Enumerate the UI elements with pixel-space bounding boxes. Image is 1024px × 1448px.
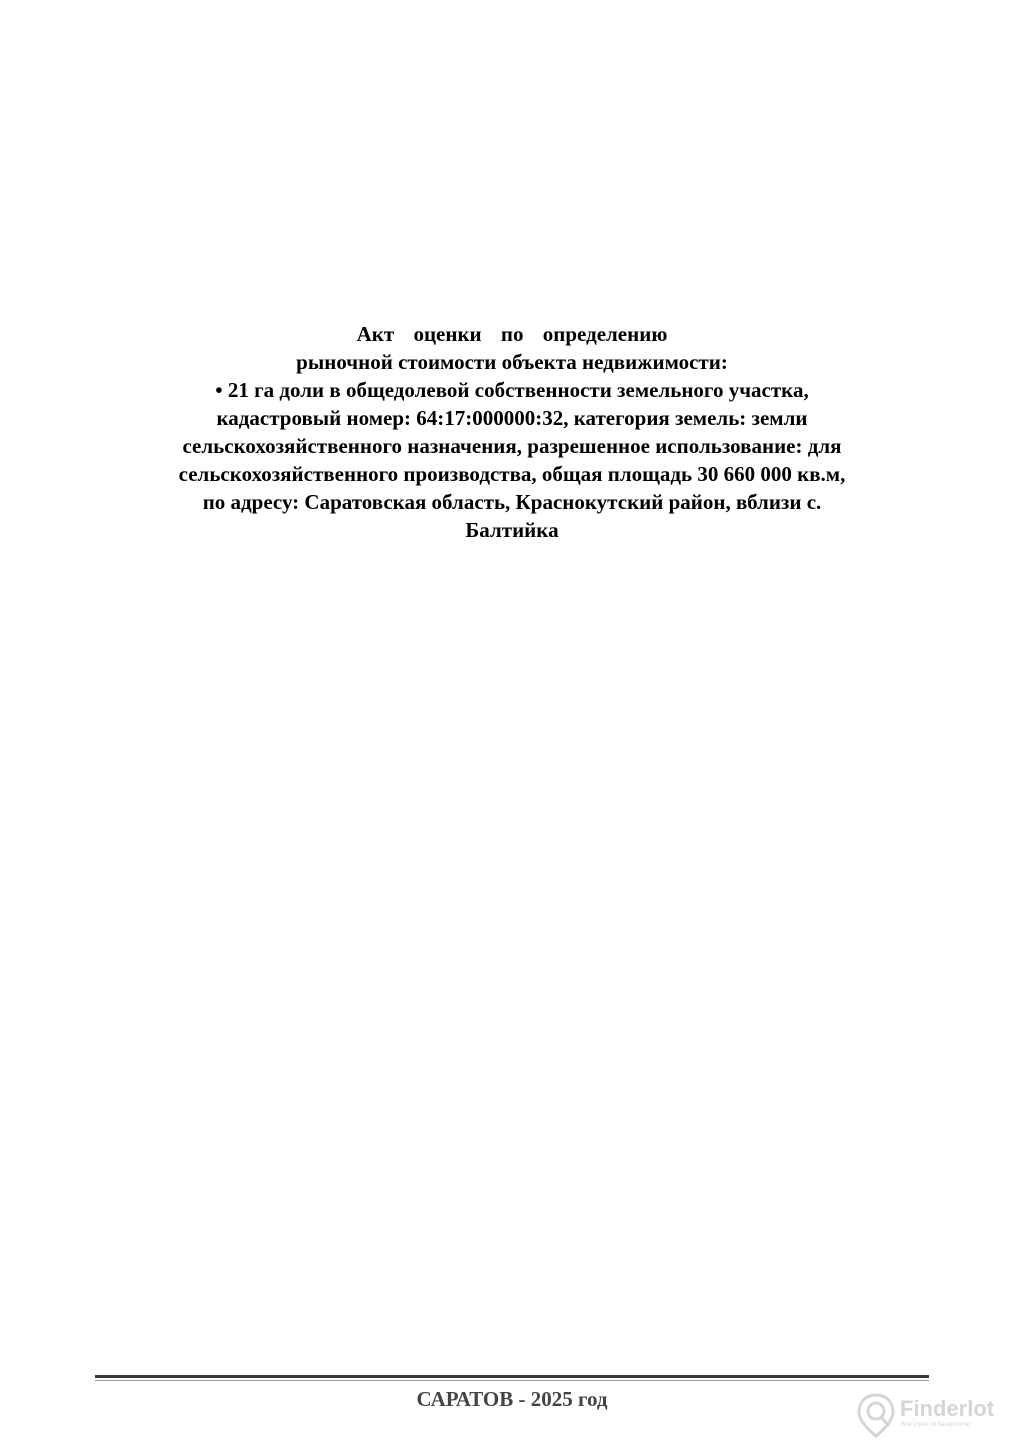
title-line-5: сельскохозяйственного назначения, разрешенное использование: для [182,434,842,458]
footer-divider-shadow [95,1380,929,1381]
title-line-3: • 21 га доли в общедолевой собственности земельного участка, [215,378,809,402]
finderlot-watermark [854,1390,1004,1440]
title-line-6: сельскохозяйственного производства, общая площадь 30 660 000 кв.м, [178,462,846,486]
title-line-7: по адресу: Саратовская область, Краснокутский район, вблизи с. [202,490,822,514]
title-line-8: Балтийка [465,518,559,542]
finderlot-logo-icon [854,1392,898,1438]
document-title [130,320,894,544]
title-line-2: рыночной стоимости объекта недвижимости: [296,350,728,374]
footer-divider [95,1375,929,1378]
footer-city-year: САРАТОВ - 2025 год [416,1387,608,1411]
watermark-tagline: Все торги по банкротству [901,1422,972,1428]
title-line-4: кадастровый номер: 64:17:000000:32, категория земель: земли [216,406,808,430]
title-line-1: Акт оценки по определению [356,322,668,346]
watermark-name: Finderlot [900,1396,995,1421]
